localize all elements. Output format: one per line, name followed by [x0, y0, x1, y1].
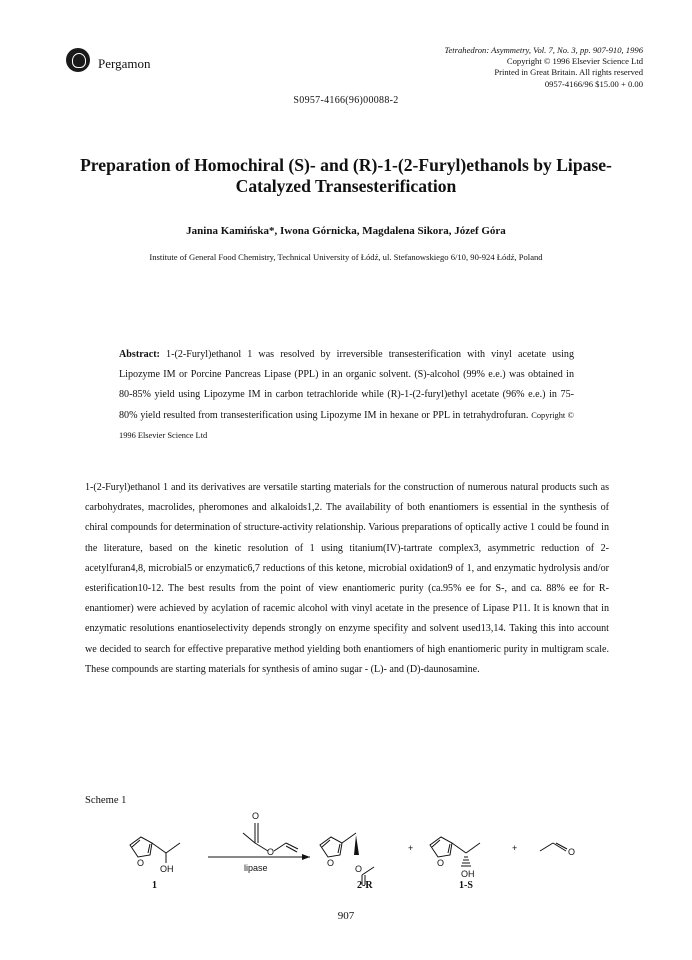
pergamon-logo [66, 48, 90, 72]
abstract-copyright: Copyright © 1996 Elsevier Science Ltd [119, 410, 574, 440]
paper-title: Preparation of Homochiral (S)- and (R)-1-(2-Furyl)ethanols by Lipase-Catalyzed Transesterification [80, 155, 612, 196]
plus-sign: + [408, 843, 414, 853]
authors: Janina Kamińska*, Iwona Górnicka, Magdalena Sikora, Józef Góra [186, 225, 506, 237]
atom-label: OH [160, 864, 174, 874]
publisher-name: Pergamon [98, 56, 151, 71]
compound-label-1: 1 [152, 880, 157, 891]
journal-issn: 0957-4166/96 $15.00 + 0.00 [544, 78, 643, 89]
atom-label: O [568, 847, 576, 857]
plus-sign: + [512, 843, 518, 853]
abstract-label: Abstract: [119, 349, 160, 360]
abstract-text: 1-(2-Furyl)ethanol 1 was resolved by irreversible transesterification with vinyl acetate using Lipozyme IM or Porcine Pancreas Lipase (PPL) in an organic solvent. (S)-alcohol (99% e.e.) was obtained in 80-85% yield using Lipozyme IM in carbon tetrachloride while (R)-1-(2-furyl)ethyl acetate (96% e.e.) in 75-80% yield resulted from transesterification using Lipozyme IM in hexane or PPL in tetrahydrofuran. [119, 349, 575, 421]
atom-label: OH [461, 869, 475, 879]
doi: S0957-4166(96)00088-2 [293, 95, 399, 106]
compound-label-2R: 2-R [357, 880, 373, 891]
journal-copyright: Copyright © 1996 Elsevier Science Ltd [506, 56, 643, 67]
page-number: 907 [337, 910, 355, 922]
compound-label-1S: 1-S [459, 880, 473, 891]
journal-citation: Tetrahedron: Asymmetry, Vol. 7, No. 3, pp. 907-910, 1996 [444, 45, 643, 55]
journal-info [343, 45, 643, 90]
reaction-scheme [110, 805, 580, 885]
abstract [119, 345, 574, 446]
scheme-label: Scheme 1 [85, 795, 127, 806]
journal-printed: Printed in Great Britain. All rights reserved [494, 67, 643, 78]
atom-label: O [137, 858, 145, 868]
atom-label: O [267, 847, 275, 857]
furan-ring [320, 837, 342, 857]
furan-ring [130, 837, 152, 857]
atom-label: O [327, 858, 335, 868]
atom-label: O [252, 811, 260, 821]
body-paragraph: 1-(2-Furyl)ethanol 1 and its derivatives are versatile starting materials for the construction of numerous natural products such as carbohydrates, macrolides, pheromones and alkaloids1,2. The availability of both enantiomers is essential in the synthesis of chiral compounds for determination of structure-activity relationship. Various preparations of optically active 1 could be found in the literature, based on the kinetic resolution of 1 using titanium(IV)-tartrate complex3, asymmetric reduction of 2-acetylfuran4,8, microbial5 or enzymatic6,7 reductions of this ketone, microbial oxidation9 of 1, and enzymatic hydrolysis and/or esterification10-12. The best results from the point of view enantiomeric purity (ca.95% ee for S-, and ca. 88% ee for R-enantiomer) were achieved by acylation of racemic alcohol with vinyl acetate in the presence of Lipase P11. It is known that in enzymatic resolutions enantioselectivity depends strongly on enzyme specifity and solvent used13,14. Taking this into account we decided to search for effective preparative method yielding both enantiomers of high enantiomeric purity in multigram scale. These compounds are starting materials for synthesis of amino sugar - (L)- and (D)-daunosamine. [85, 482, 609, 675]
furan-ring [430, 837, 452, 857]
reagent-label: lipase [244, 863, 268, 873]
atom-label: O [355, 864, 363, 874]
atom-label: O [437, 858, 445, 868]
affiliation: Institute of General Food Chemistry, Technical University of Łódź, ul. Stefanowskiego 6/10, 90-924 Łódź, Poland [149, 252, 543, 262]
